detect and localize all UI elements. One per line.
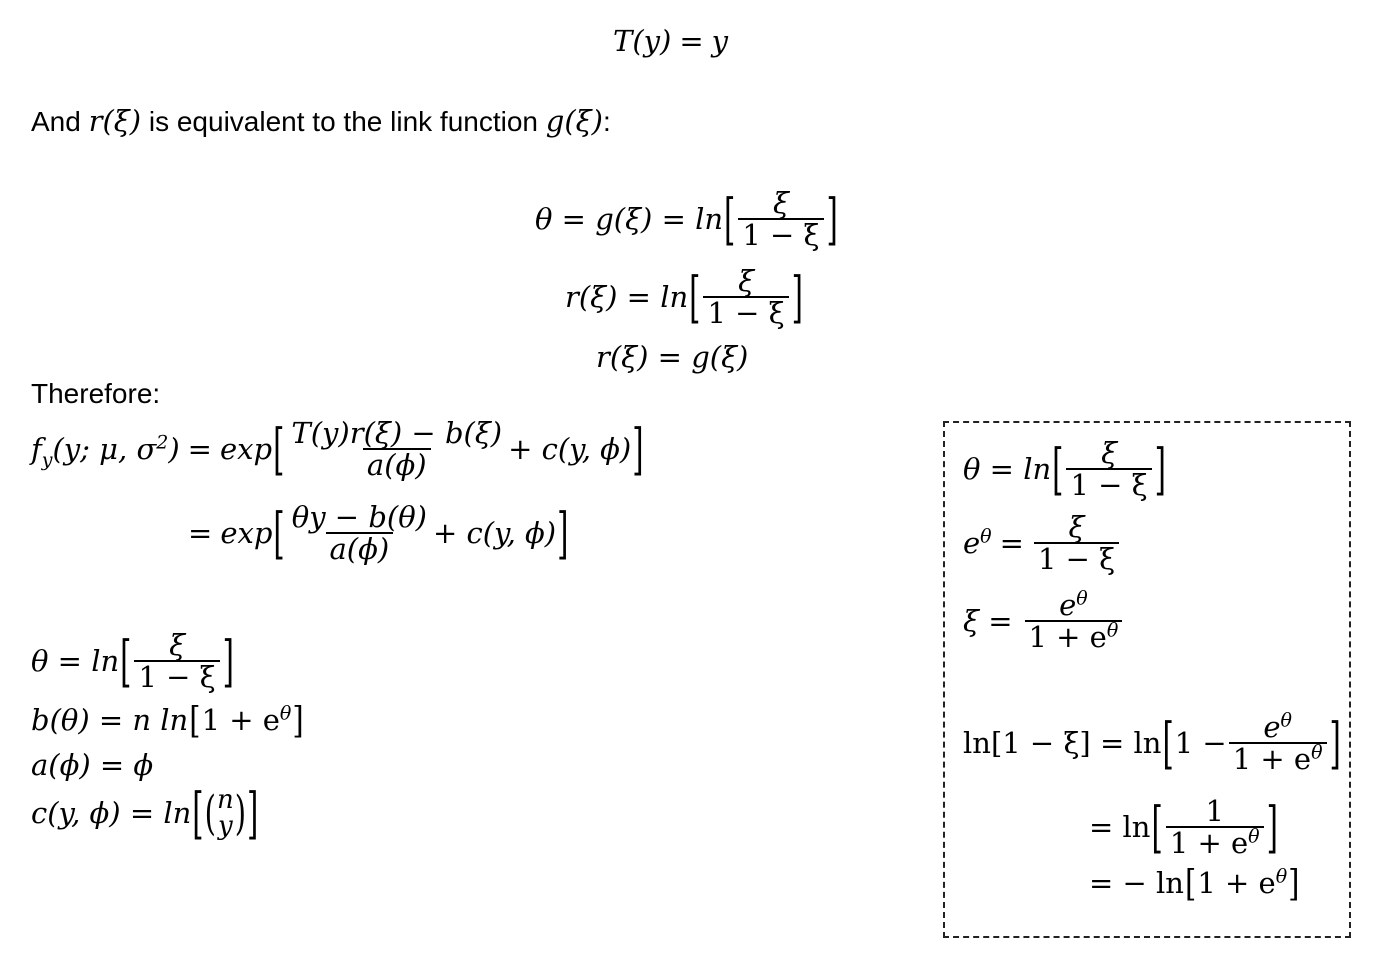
box-l4-den [1229,741,1327,777]
box-l6-arg [1197,866,1287,900]
bracket-close: ] [826,187,838,252]
density-sup: 2 [156,431,169,454]
density1-fraction [287,418,506,481]
binom-top: n [216,785,234,815]
paren-close: ) [234,785,247,841]
bracket-close: ] [222,629,234,694]
bracket-close: ] [557,501,569,566]
box-l4-num-base: e [1263,710,1281,744]
density2-tail: + c(y, ϕ) [432,516,557,551]
link-equation-1 [535,188,839,251]
bracket-close: ] [1154,437,1166,502]
box-line-4 [963,709,1342,777]
box-l4-fraction [1229,709,1327,777]
box-l2-base: e [963,526,981,561]
link-equation-2 [565,266,804,329]
bracket-open: [ [120,629,132,694]
param-theta-den: 1 − ξ [134,660,219,692]
bracket-open: [ [1162,711,1174,776]
box-line-3 [963,587,1124,655]
bracket-close: ] [1266,795,1278,860]
box-l3-num-sup: θ [1076,587,1088,610]
bracket-close: ] [791,265,803,330]
param-a-text: a(ϕ) = ϕ [31,748,154,782]
link1-num: ξ [772,186,789,220]
box-l2-fraction [1034,512,1119,575]
param-c [31,780,259,846]
box-l5-den [1166,825,1264,861]
binomial [217,787,234,839]
link2-num: ξ [738,264,755,298]
density-line-1 [31,418,645,481]
param-b-base: 1 + e [201,703,280,737]
bracket-open: [ [1185,861,1197,905]
density-f-sub: y [41,449,53,472]
link1-lhs: θ = g(ξ) = ln [535,202,724,237]
eq-rhs: y [711,24,729,58]
density-exp: exp [219,432,273,467]
intro-middle: is equivalent to the link function [148,106,538,137]
box-l6-base: 1 + e [1197,866,1276,900]
density-f: f [31,432,42,467]
box-l3-lhs: ξ = [963,604,1013,639]
box-l2-den: 1 − ξ [1034,542,1119,574]
param-theta-lhs: θ = ln [31,644,120,679]
box-l6-sup: θ [1275,865,1288,888]
box-l3-den [1025,619,1123,655]
box-l3-num-base: e [1059,588,1077,622]
link2-den: 1 − ξ [703,296,788,328]
box-line-1 [963,438,1167,501]
param-theta [31,630,235,693]
box-l4-den-base: 1 + e [1232,742,1312,777]
box-l4-lhs: ln[1 − ξ] = ln [963,726,1162,761]
intro-g-xi: g(ξ) [545,104,603,138]
bracket-open: [ [273,417,285,482]
intro-and: And [31,106,81,137]
box-l4-num-sup: θ [1280,709,1292,732]
box-l2-lhs [963,526,992,560]
bracket-open: [ [1052,437,1064,502]
link3-text: r(ξ) = g(ξ) [596,340,749,374]
box-l3-den-base: 1 + e [1028,620,1107,655]
density-eq: = [187,432,212,467]
binom-bottom: y [217,811,233,841]
link-equation-3 [596,340,748,374]
density2-den: a(ϕ) [326,532,394,564]
eq-sign: = [679,24,704,58]
box-l1-num: ξ [1101,436,1118,470]
bracket-close: ] [247,780,259,846]
box-l1-lhs: θ = ln [963,452,1052,487]
param-b [31,698,305,742]
param-b-arg [202,703,292,737]
box-l1-den: 1 − ξ [1066,468,1151,500]
density2-eq: = [188,516,213,551]
box-l2-num: ξ [1068,510,1085,544]
box-l5-lhs: = ln [1089,810,1151,845]
intro-sentence [31,104,611,138]
density2-fraction [288,502,431,565]
bracket-open: [ [724,187,736,252]
param-a [31,748,153,782]
box-l1-fraction [1066,438,1151,501]
density1-den: a(ϕ) [363,448,431,480]
link2-lhs: r(ξ) = ln [565,280,689,315]
bracket-open: [ [273,501,285,566]
box-l4-den-sup: θ [1311,741,1323,764]
density-close: ) [168,432,180,467]
density-lhs [31,431,180,472]
density-line-2 [180,502,569,565]
bracket-open: [ [192,780,204,846]
box-l4-num [1259,709,1296,744]
density1-num: T(y)r(ξ) − b(ξ) [291,416,503,450]
eq-lhs: T(y) [613,24,672,58]
bracket-open: [ [189,698,201,742]
density-args: (y; μ, σ [52,432,157,467]
intro-colon: : [602,106,611,137]
equation-T-of-y [613,24,728,58]
box-l2-sup: θ [980,525,992,548]
link1-den: 1 − ξ [738,218,823,250]
box-line-5 [1089,796,1279,859]
box-l4-one-minus: 1 − [1174,726,1227,761]
param-theta-num: ξ [169,628,186,662]
param-b-sup: θ [279,702,292,725]
density2-exp: exp [220,516,273,551]
paren-open: ( [204,785,216,841]
bracket-close: ] [1329,711,1341,776]
box-line-6 [1089,861,1300,905]
param-c-lhs: c(y, ϕ) = ln [31,796,192,830]
bracket-close: ] [632,417,644,482]
param-theta-fraction [134,630,219,693]
box-l5-den-sup: θ [1248,825,1260,848]
box-l3-num [1055,587,1092,622]
bracket-open: [ [1151,795,1163,860]
density1-tail: + c(y, ϕ) [508,432,632,467]
box-l5-num: 1 [1205,794,1224,828]
bracket-close: ] [292,698,304,742]
link2-fraction [703,266,788,329]
bracket-open: [ [689,265,701,330]
box-line-2 [963,512,1121,575]
box-l5-den-base: 1 + e [1169,826,1249,861]
box-l6-lhs: = − ln [1089,866,1184,900]
therefore-label: Therefore: [31,378,161,409]
bracket-close: ] [1288,861,1300,905]
density2-num: θy − b(θ) [291,500,427,534]
box-l2-eq: = [999,526,1024,561]
box-l3-fraction [1025,587,1123,655]
box-l5-fraction [1166,796,1264,859]
box-l3-den-sup: θ [1106,619,1119,642]
intro-r-xi: r(ξ) [88,104,142,138]
link1-fraction [738,188,823,251]
param-b-lhs: b(θ) = n ln [31,703,189,737]
